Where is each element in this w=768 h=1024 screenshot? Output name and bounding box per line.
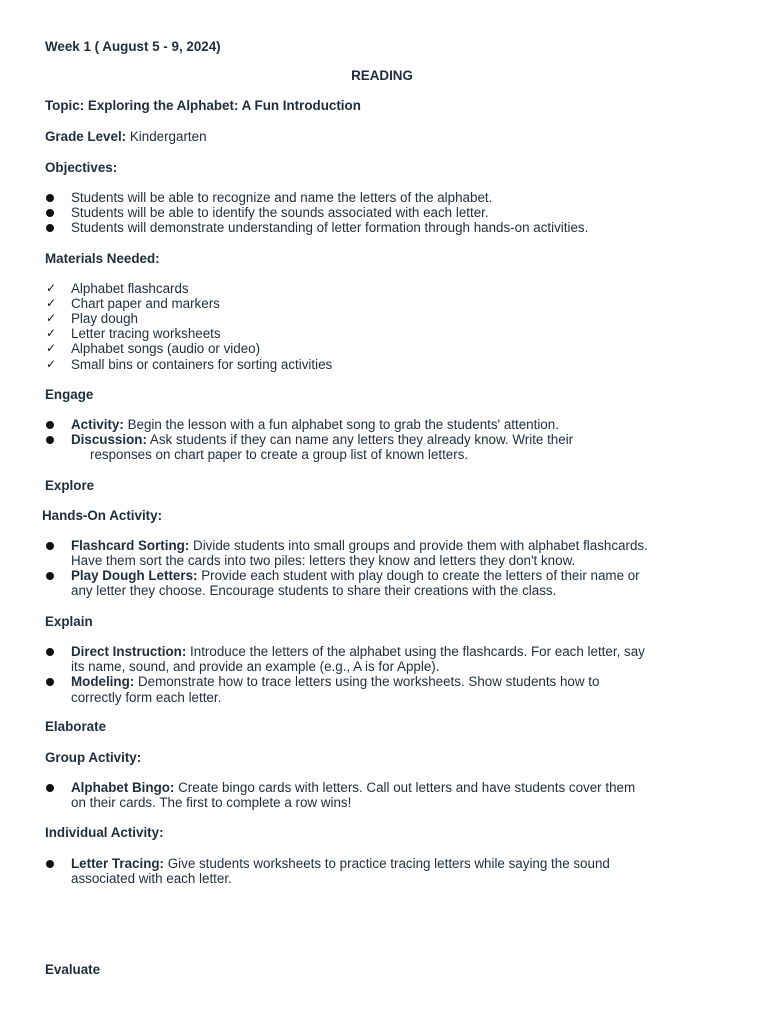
checkmark-icon: ✓ <box>46 281 57 295</box>
group-activity-heading: Group Activity: <box>45 750 142 765</box>
material-item: Chart paper and markers <box>71 296 220 311</box>
item-continuation: its name, sound, and provide an example (e.g., A is for Apple). <box>71 659 440 674</box>
subject-title: READING <box>351 68 413 83</box>
engage-item <box>71 417 559 433</box>
objective-item: Students will be able to recognize and name the letters of the alphabet. <box>71 190 493 205</box>
material-item: Letter tracing worksheets <box>71 326 221 341</box>
material-item: Alphabet songs (audio or video) <box>71 341 261 356</box>
materials-heading: Materials Needed: <box>45 251 160 266</box>
item-text: Demonstrate how to trace letters using the worksheets. Show students how to <box>134 674 600 689</box>
individual-activity-heading: Individual Activity: <box>45 825 164 840</box>
material-item: Play dough <box>71 311 139 326</box>
topic-heading: Topic: Exploring the Alphabet: A Fun Introduction <box>45 98 361 113</box>
week-heading: Week 1 ( August 5 - 9, 2024) <box>45 39 221 54</box>
item-label: Discussion: <box>71 432 147 447</box>
item-continuation: associated with each letter. <box>71 871 232 886</box>
item-text: Divide students into small groups and provide them with alphabet flashcards. <box>189 538 648 553</box>
checkmark-icon: ✓ <box>46 296 57 310</box>
bullet-icon <box>46 542 54 550</box>
checkmark-icon: ✓ <box>46 341 57 355</box>
item-continuation: correctly form each letter. <box>71 690 222 705</box>
explain-heading: Explain <box>45 614 93 629</box>
item-label: Play Dough Letters: <box>71 568 198 583</box>
item-text: Create bingo cards with letters. Call out letters and have students cover them <box>174 780 636 795</box>
objective-item: Students will demonstrate understanding of letter formation through hands-on activities. <box>71 220 589 235</box>
objectives-heading: Objectives: <box>45 160 118 175</box>
bullet-icon <box>46 436 54 444</box>
bullet-icon <box>46 860 54 868</box>
checkmark-icon: ✓ <box>46 326 57 340</box>
item-text: Provide each student with play dough to create the letters of their name or <box>197 568 640 583</box>
bullet-icon <box>46 209 54 217</box>
item-label: Modeling: <box>71 674 135 689</box>
explain-item <box>71 644 645 660</box>
bullet-icon <box>46 224 54 232</box>
material-item: Small bins or containers for sorting activities <box>71 357 333 372</box>
item-text: Ask students if they can name any letters they already know. Write their <box>146 432 574 447</box>
item-continuation: on their cards. The first to complete a row wins! <box>71 795 352 810</box>
item-label: Flashcard Sorting: <box>71 538 190 553</box>
material-item: Alphabet flashcards <box>71 281 189 296</box>
checkmark-icon: ✓ <box>46 311 57 325</box>
item-text: Give students worksheets to practice tracing letters while saying the sound <box>164 856 610 871</box>
item-continuation: responses on chart paper to create a group list of known letters. <box>90 447 469 462</box>
checkmark-icon: ✓ <box>46 357 57 371</box>
grade-value: Kindergarten <box>126 129 207 144</box>
engage-item <box>71 432 573 448</box>
hands-on-heading: Hands-On Activity: <box>42 508 163 523</box>
elaborate-item <box>71 856 610 872</box>
bullet-icon <box>46 421 54 429</box>
bullet-icon <box>46 678 54 686</box>
item-label: Letter Tracing: <box>71 856 165 871</box>
item-label: Activity: <box>71 417 124 432</box>
objective-item: Students will be able to identify the sounds associated with each letter. <box>71 205 489 220</box>
item-label: Direct Instruction: <box>71 644 187 659</box>
bullet-icon <box>46 572 54 580</box>
explore-item <box>71 538 648 554</box>
grade-label: Grade Level: <box>45 129 127 144</box>
explore-item <box>71 568 640 584</box>
item-text: Begin the lesson with a fun alphabet song to grab the students' attention. <box>123 417 559 432</box>
bullet-icon <box>46 194 54 202</box>
bullet-icon <box>46 648 54 656</box>
item-continuation: any letter they choose. Encourage students to share their creations with the class. <box>71 583 557 598</box>
item-continuation: Have them sort the cards into two piles: letters they know and letters they don't know. <box>71 553 576 568</box>
item-text: Introduce the letters of the alphabet using the flashcards. For each letter, say <box>186 644 645 659</box>
elaborate-heading: Elaborate <box>45 719 107 734</box>
item-label: Alphabet Bingo: <box>71 780 175 795</box>
explain-item <box>71 674 599 690</box>
explore-heading: Explore <box>45 478 95 493</box>
evaluate-heading: Evaluate <box>45 962 101 977</box>
engage-heading: Engage <box>45 387 94 402</box>
grade-level <box>45 129 207 145</box>
bullet-icon <box>46 784 54 792</box>
elaborate-item <box>71 780 635 796</box>
